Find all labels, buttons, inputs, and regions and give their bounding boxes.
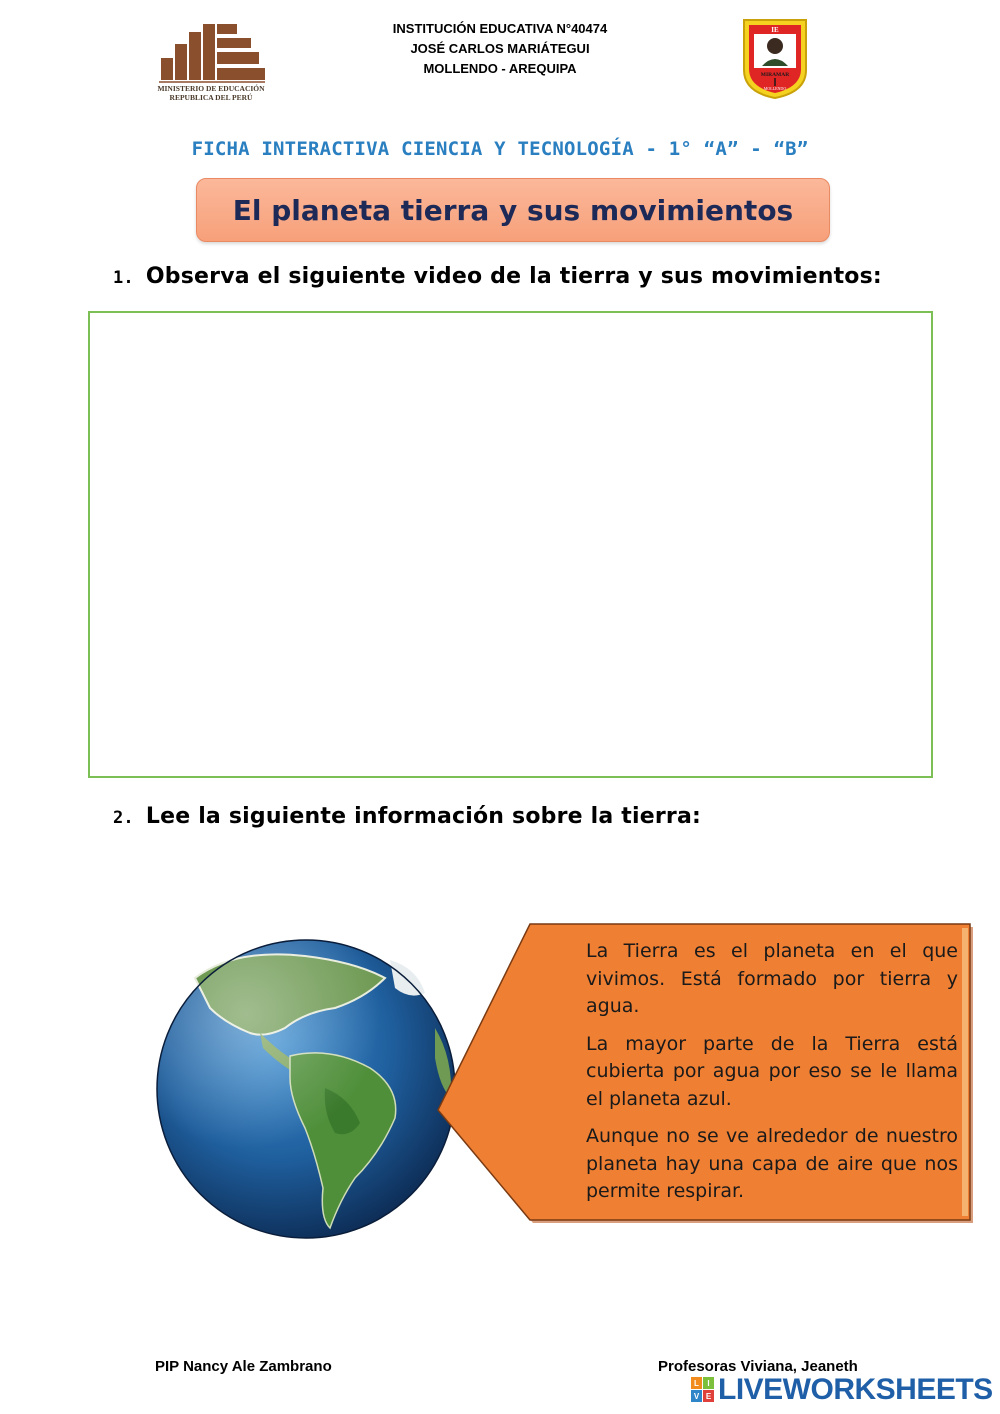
- footer-author: PIP Nancy Ale Zambrano: [155, 1358, 332, 1375]
- question-2: [113, 804, 701, 829]
- info-paragraph-3: Aunque no se ve alrededor de nuestro planeta hay una capa de aire que nos permite respirar.: [586, 1125, 958, 1202]
- svg-text:V: V: [693, 1392, 700, 1401]
- ministry-bars-icon: [155, 22, 267, 84]
- info-callout-text: [586, 938, 958, 1216]
- question-number: 2.: [113, 808, 134, 828]
- liveworksheets-wordmark: LIVEWORKSHEETS: [718, 1373, 993, 1406]
- liveworksheets-brand[interactable]: [690, 1370, 993, 1410]
- svg-text:MOLLENDO: MOLLENDO: [763, 86, 787, 91]
- ministry-caption-2: REPUBLICA DEL PERÚ: [169, 93, 253, 102]
- question-text: Observa el siguiente video de la tierra y sus movimientos:: [145, 264, 882, 289]
- page-title: El planeta tierra y sus movimientos: [232, 193, 794, 227]
- subject-line: FICHA INTERACTIVA CIENCIA Y TECNOLOGÍA - 1° “A” - “B”: [191, 138, 809, 160]
- footer-teachers: Profesoras Viviana, Jeaneth: [658, 1358, 858, 1375]
- school-name-line1: INSTITUCIÓN EDUCATIVA N°40474: [392, 21, 608, 36]
- svg-text:IE: IE: [771, 26, 779, 34]
- info-paragraph-1: La Tierra es el planeta en el que vivimos. Está formado por tierra y agua.: [586, 940, 958, 1017]
- liveworksheets-logo-icon: [690, 1375, 716, 1405]
- ministry-caption-1: MINISTERIO DE EDUCACIÓN: [157, 84, 265, 93]
- svg-text:E: E: [705, 1392, 712, 1401]
- title-banner: [196, 178, 830, 242]
- svg-text:L: L: [694, 1379, 699, 1388]
- svg-text:MIRAMAR: MIRAMAR: [760, 72, 790, 78]
- video-player-area[interactable]: [88, 311, 933, 778]
- school-crest-icon: [740, 16, 810, 100]
- question-1: [113, 264, 882, 289]
- ministry-logo: [155, 22, 270, 110]
- school-header: [330, 19, 670, 79]
- earth-globe-icon: [155, 938, 457, 1240]
- info-paragraph-2: La mayor parte de la Tierra está cubierta por agua por eso se le llama el planeta azul.: [586, 1032, 958, 1110]
- school-location: MOLLENDO - AREQUIPA: [423, 61, 577, 76]
- question-text: Lee la siguiente información sobre la tierra:: [145, 804, 701, 829]
- school-name-line2: JOSÉ CARLOS MARIÁTEGUI: [410, 41, 590, 56]
- question-number: 1.: [113, 268, 134, 288]
- svg-text:I: I: [707, 1379, 710, 1388]
